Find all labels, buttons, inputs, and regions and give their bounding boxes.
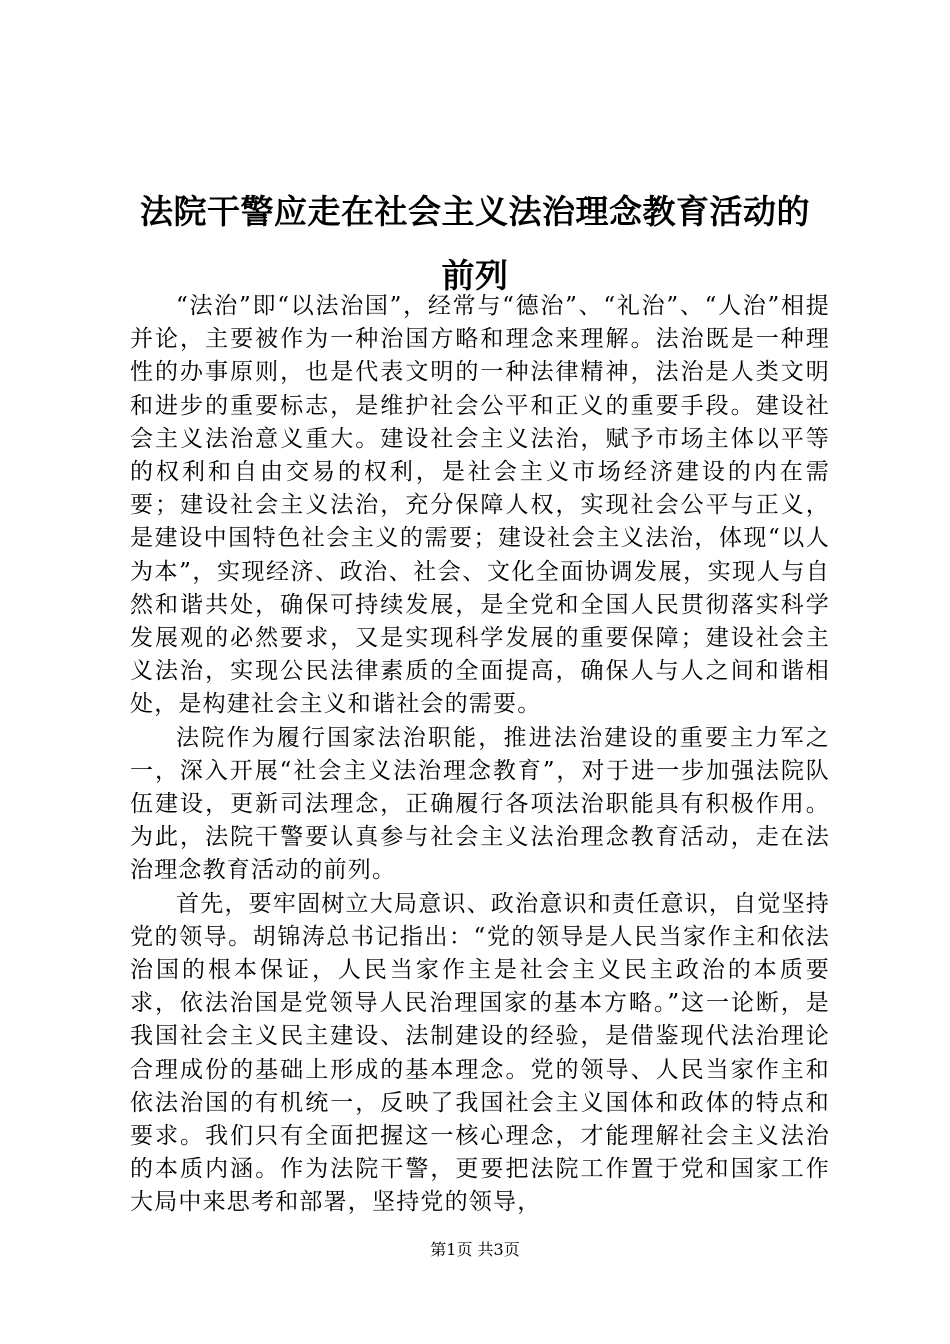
- document-title: [110, 180, 840, 308]
- document-body: [130, 290, 830, 1220]
- paragraph-2: 法院作为履行国家法治职能，推进法治建设的重要主力军之一，深入开展“社会主义法治理念教育”，对于进一步加强法院队伍建设，更新司法理念，正确履行各项法治职能具有积极作用。为此，法院干警要认真参与社会主义法治理念教育活动，走在法治理念教育活动的前列。: [130, 724, 830, 884]
- title-line-2: 前列: [441, 256, 509, 295]
- paragraph-1: “法治”即“以法治国”，经常与“德治”、“礼治”、“人治”相提并论，主要被作为一种治国方略和理念来理解。法治既是一种理性的办事原则，也是代表文明的一种法律精神，法治是人类文明和进步的重要标志，是维护社会公平和正义的重要手段。建设社会主义法治意义重大。建设社会主义法治，赋予市场主体以平等的权利和自由交易的权利，是社会主义市场经济建设的内在需要；建设社会主义法治，充分保障人权，实现社会公平与正义，是建设中国特色社会主义的需要；建设社会主义法治，体现“以人为本”，实现经济、政治、社会、文化全面协调发展，实现人与自然和谐共处，确保可持续发展，是全党和全国人民贯彻落实科学发展观的必然要求，又是实现科学发展的重要保障；建设社会主义法治，实现公民法律素质的全面提高，确保人与人之间和谐相处，是构建社会主义和谐社会的需要。: [130, 293, 830, 718]
- page-footer: 第1页 共3页: [430, 1240, 520, 1259]
- paragraph-3: 首先，要牢固树立大局意识、政治意识和责任意识，自觉坚持党的领导。胡锦涛总书记指出：“党的领导是人民当家作主和依法治国的根本保证，人民当家作主是社会主义民主政治的本质要求，依法治国是党领导人民治理国家的基本方略。”这一论断，是我国社会主义民主建设、法制建设的经验，是借鉴现代法治理论合理成份的基础上形成的基本理念。党的领导、人民当家作主和依法治国的有机统一，反映了我国社会主义国体和政体的特点和要求。我们只有全面把握这一核心理念，才能理解社会主义法治的本质内涵。作为法院干警，更要把法院工作置于党和国家工作大局中来思考和部署，坚持党的领导，: [130, 890, 830, 1216]
- title-line-1: 法院干警应走在社会主义法治理念教育活动的: [140, 192, 810, 231]
